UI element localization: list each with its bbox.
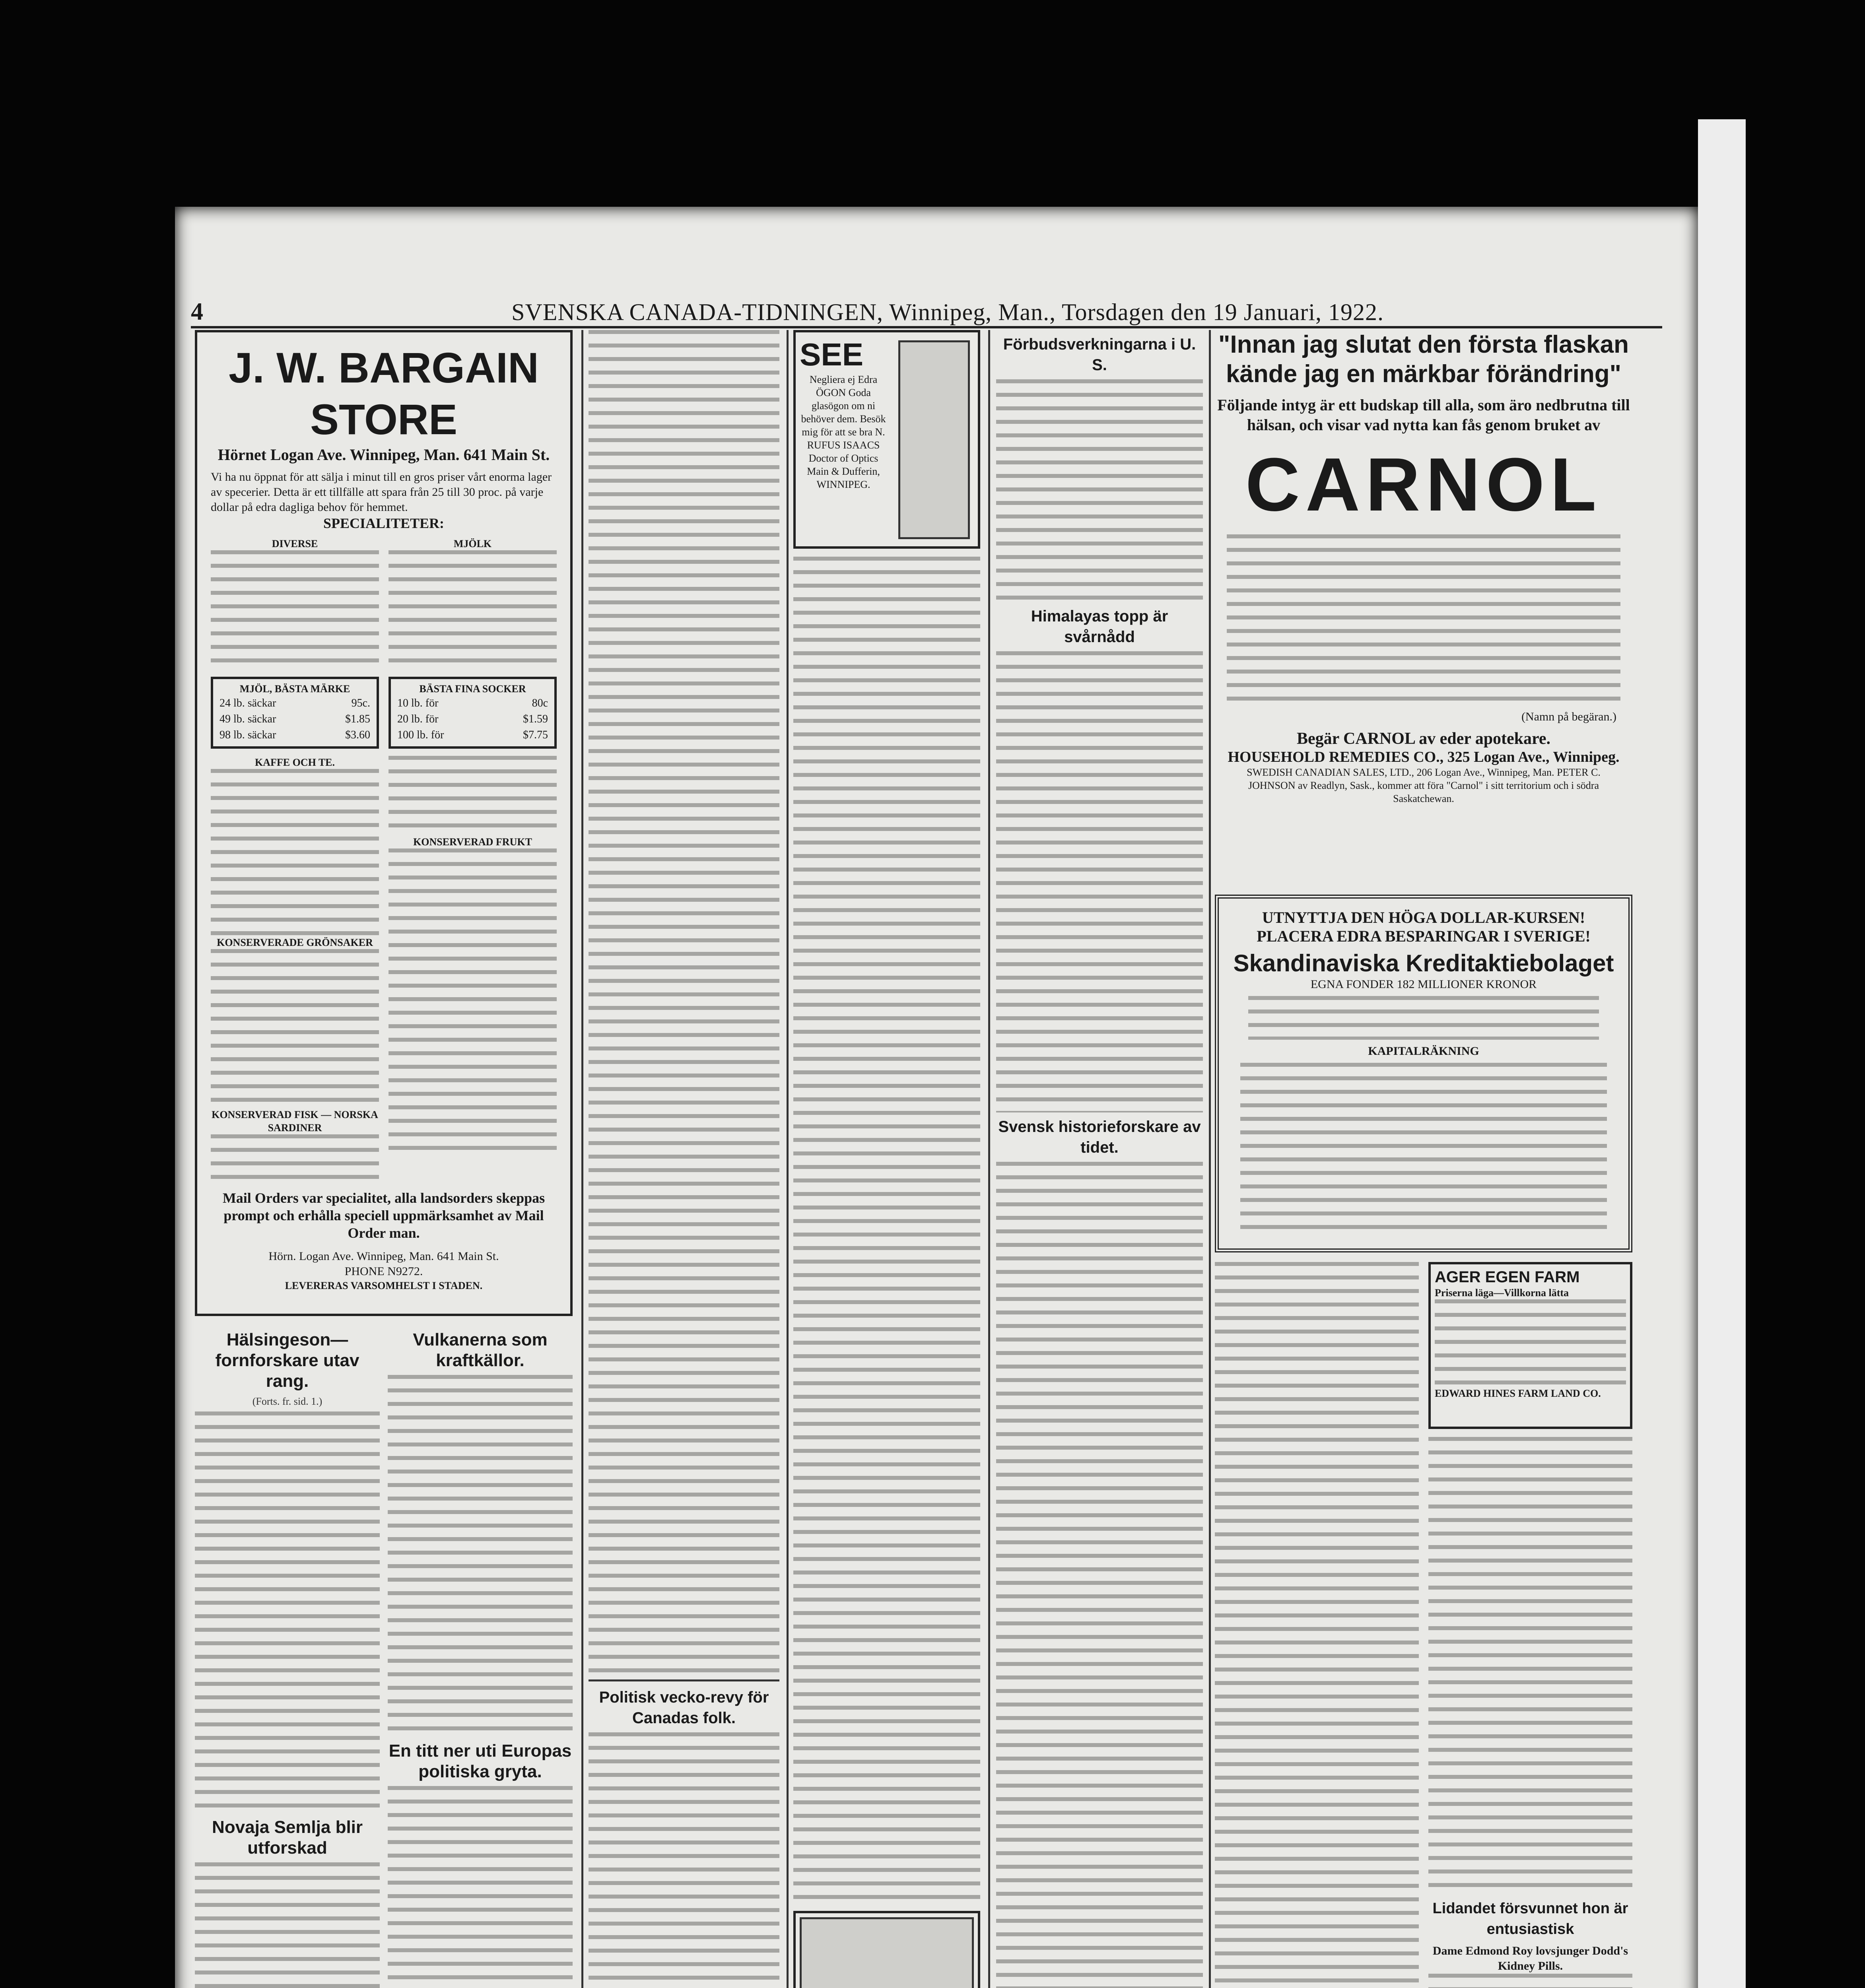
forbud-body bbox=[996, 379, 1203, 602]
carnol-ask: Begär CARNOL av eder apotekare. bbox=[1296, 730, 1551, 748]
konserverad-list bbox=[389, 848, 557, 1159]
konserverad-heading: KONSERVERAD FRUKT bbox=[413, 836, 532, 848]
carnol-ad bbox=[1215, 330, 1632, 883]
mjol-box bbox=[211, 677, 379, 749]
novaja-body bbox=[195, 1862, 380, 1988]
delivery-note: LEVERERAS VARSOMHELST I STADEN. bbox=[285, 1280, 483, 1291]
gronsaker-list bbox=[211, 949, 379, 1108]
fisk-heading: KONSERVERAD FISK — NORSKA SARDINER bbox=[212, 1109, 378, 1134]
gronsaker-heading: KONSERVERADE GRÖNSAKER bbox=[217, 937, 373, 948]
farm-text bbox=[1435, 1299, 1626, 1387]
vulkanerna-headline: Vulkanerna som kraftkällor. bbox=[413, 1330, 548, 1370]
kaffe-list bbox=[211, 769, 379, 936]
carnol-company: HOUSEHOLD REMEDIES CO., 325 Logan Ave., Winnipeg. bbox=[1228, 749, 1620, 765]
zambuk-ad bbox=[793, 1911, 980, 1988]
footer-address: Hörn. Logan Ave. Winnipeg, Man. 641 Main St. bbox=[268, 1250, 499, 1263]
continuation-note: (Forts. fr. sid. 1.) bbox=[252, 1396, 322, 1407]
page-number: 4 bbox=[191, 298, 203, 325]
lidandet-headline: Lidandet försvunnet hon är entusiastisk bbox=[1432, 1900, 1628, 1938]
column-rule bbox=[581, 330, 583, 1988]
bargain-store-column bbox=[195, 330, 573, 1988]
store-intro: Vi ha nu öppnat för att sälja i minut till en gros priser vårt enorma lager av specerier. Detta är ett tillfälle att spara från 25 till 30 proc. på varje dollar på edra dagliga behov för hemmet. bbox=[211, 470, 552, 514]
sardines-list bbox=[389, 756, 557, 835]
specials-heading: SPECIALITETER: bbox=[323, 515, 445, 531]
column-rule bbox=[787, 330, 789, 1988]
woman-illustration bbox=[898, 340, 970, 539]
right-columns bbox=[1215, 330, 1632, 1988]
en-titt-headline: En titt ner uti Europas politiska gryta. bbox=[389, 1741, 572, 1781]
news-column-3 bbox=[793, 330, 980, 1988]
see-ad-text: Negliera ej Edra ÖGON Goda glasögon om ni behöver dem. Besök mig för att se bra N. RUFUS ISAACS Doctor of Optics Main & Dufferin, WINNIPEG. bbox=[801, 374, 886, 490]
column-rule bbox=[988, 330, 990, 1988]
farm-company: EDWARD HINES FARM LAND CO. bbox=[1435, 1388, 1601, 1399]
mjol-heading: MJÖL, BÄSTA MÄRKE bbox=[239, 683, 350, 695]
farm-title: AGER EGEN FARM bbox=[1435, 1268, 1580, 1286]
politisk-headline: Politisk vecko-revy för Canadas folk. bbox=[599, 1689, 769, 1727]
mail-order-notice: Mail Orders var specialitet, alla landsorders skeppas prompt och erhålla speciell uppmärksamhet av Mail Order man. bbox=[222, 1190, 545, 1241]
kredit-line-2: PLACERA EDRA BESPARINGAR I SVERIGE! bbox=[1257, 927, 1591, 945]
halsingeson-body bbox=[195, 1411, 380, 1809]
carnol-testimonial bbox=[1227, 534, 1620, 709]
socker-heading: BÄSTA FINA SOCKER bbox=[419, 683, 526, 695]
see-title: SEE bbox=[800, 337, 864, 372]
store-name: J. W. BARGAIN STORE bbox=[228, 344, 539, 443]
phone: PHONE N9272. bbox=[344, 1265, 423, 1278]
news-body bbox=[589, 330, 779, 1674]
news-body bbox=[1428, 1437, 1632, 1894]
kredit-account: KAPITALRÄKNING bbox=[1368, 1044, 1479, 1058]
mjol-row: 24 lb. säckar 95c. bbox=[220, 697, 370, 709]
carnol-subquote: Följande intyg är ett budskap till alla, som äro nedbrutna till hälsan, och visar vad nytta kan fås genom bruket av bbox=[1217, 396, 1630, 434]
svensk-hist-body bbox=[996, 1162, 1203, 1988]
mjol-row: 98 lb. säckar $3.60 bbox=[220, 729, 370, 741]
mjolk-heading: MJÖLK bbox=[453, 538, 492, 549]
carnol-agents: SWEDISH CANADIAN SALES, LTD., 206 Logan Ave., Winnipeg, Man. PETER C. JOHNSON av Readlyn, Sask., kommer att föra "Carnol" i sitt territorium och i södra Saskatchewan. bbox=[1247, 767, 1601, 804]
see-optician-ad bbox=[793, 330, 980, 549]
news-body bbox=[1215, 1262, 1419, 1988]
fisk-list bbox=[211, 1134, 379, 1182]
svensk-hist-headline: Svensk historieforskare av tidet. bbox=[998, 1118, 1201, 1156]
socker-row: 20 lb. för $1.59 bbox=[397, 713, 548, 725]
farm-subtitle: Priserna läga—Villkorna lätta bbox=[1435, 1287, 1569, 1299]
newspaper-title: SVENSKA CANADA-TIDNINGEN, Winnipeg, Man., Torsdagen den 19 Januari, 1922. bbox=[511, 299, 1384, 325]
carnol-signature: (Namn på begäran.) bbox=[1521, 710, 1616, 723]
kreditaktie-ad bbox=[1215, 895, 1632, 1252]
diverse-list bbox=[211, 550, 379, 670]
masthead bbox=[191, 294, 1662, 328]
forbud-headline: Förbudsverkningarna i U. S. bbox=[1003, 336, 1196, 374]
bargain-store-ad bbox=[195, 330, 573, 1316]
kredit-info bbox=[1248, 996, 1599, 1040]
kredit-name: Skandinaviska Kreditaktiebolaget bbox=[1233, 950, 1614, 977]
news-column-4 bbox=[996, 330, 1203, 1988]
diverse-heading: DIVERSE bbox=[272, 538, 318, 549]
column-rule bbox=[1209, 330, 1211, 1988]
novaja-headline: Novaja Semlja blir utforskad bbox=[212, 1817, 363, 1858]
carnol-quote: "Innan jag slutat den första flaskan kände jag en märkbar förändring" bbox=[1218, 331, 1629, 388]
mjolk-list bbox=[389, 550, 557, 670]
himalayas-headline: Himalayas topp är svårnådd bbox=[1031, 608, 1168, 646]
en-titt-body bbox=[388, 1786, 573, 1988]
farm-ad bbox=[1428, 1262, 1632, 1429]
lidandet-subheadline: Dame Edmond Roy lovsjunger Dodd's Kidney Pills. bbox=[1432, 1944, 1628, 1972]
politisk-body bbox=[589, 1732, 779, 1988]
mjol-row: 49 lb. säckar $1.85 bbox=[220, 713, 370, 725]
kredit-line-1: UTNYTTJA DEN HÖGA DOLLAR-KURSEN! bbox=[1262, 909, 1585, 926]
socker-row: 10 lb. för 80c bbox=[397, 697, 548, 709]
next-page-edge bbox=[1698, 119, 1746, 1988]
news-body bbox=[793, 557, 980, 1905]
vulkanerna-body bbox=[388, 1375, 573, 1733]
news-column-2 bbox=[589, 330, 779, 1988]
socker-row: 100 lb. för $7.75 bbox=[397, 729, 548, 741]
socker-box bbox=[389, 677, 557, 749]
himalayas-body bbox=[996, 651, 1203, 1112]
store-address: Hörnet Logan Ave. Winnipeg, Man. 641 Main St. bbox=[218, 446, 550, 464]
mother-child-illustration bbox=[800, 1917, 974, 1988]
kaffe-heading: KAFFE OCH TE. bbox=[254, 757, 335, 768]
lidandet-body bbox=[1428, 1974, 1632, 1988]
kredit-funds: EGNA FONDER 182 MILLIONER KRONOR bbox=[1310, 978, 1537, 991]
halsingeson-headline: Hälsingeson—fornforskare utav rang. bbox=[215, 1330, 359, 1391]
kredit-offices bbox=[1240, 1063, 1607, 1238]
carnol-brand: CARNOL bbox=[1245, 443, 1602, 527]
